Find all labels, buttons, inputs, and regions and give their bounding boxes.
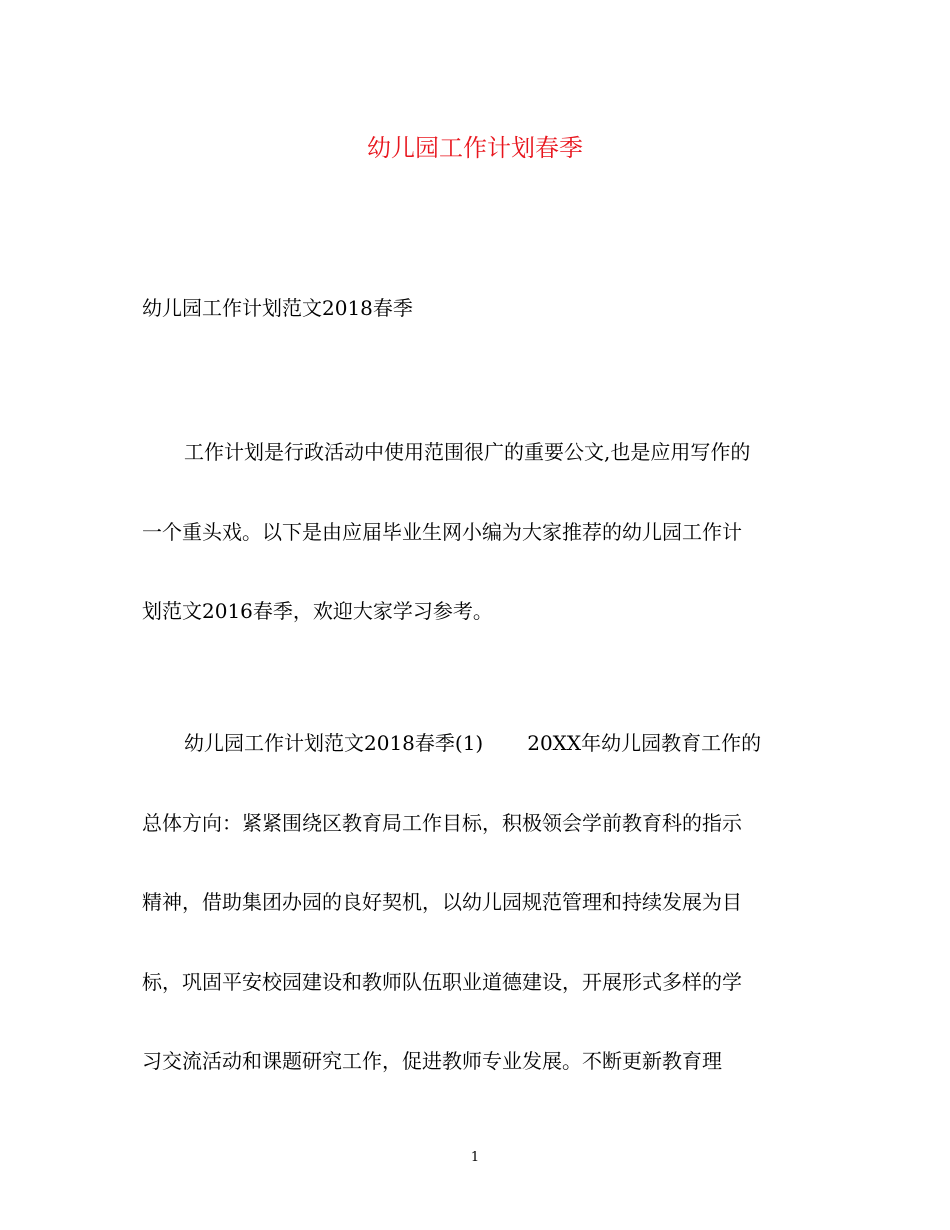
paragraph-line: 总体方向：紧紧围绕区教育局工作目标，积极领会学前教育科的指示 [142, 810, 742, 835]
page-number: 1 [470, 1150, 480, 1165]
paragraph-line: 划范文2016春季，欢迎大家学习参考。 [142, 599, 493, 623]
document-subtitle: 幼儿园工作计划范文2018春季 [142, 296, 413, 320]
paragraph-first-line [142, 725, 804, 761]
section-heading: 幼儿园工作计划范文2018春季(1) [184, 731, 484, 755]
paragraph-line-rest: 20XX年幼儿园教育工作的 [527, 731, 762, 755]
paragraph-line: 精神，借助集团办园的良好契机，以幼儿园规范管理和持续发展为目 [142, 890, 742, 914]
plan-paragraph [142, 725, 804, 1079]
intro-paragraph [142, 434, 804, 629]
paragraph-line: 一个重头戏。以下是由应届毕业生网小编为大家推荐的幼儿园工作计 [142, 519, 742, 544]
paragraph-line: 工作计划是行政活动中使用范围很广的重要公文,也是应用写作的 [184, 440, 751, 464]
document-title: 幼儿园工作计划春季 [367, 134, 583, 162]
paragraph-line: 习交流活动和课题研究工作，促进教师专业发展。不断更新教育理 [142, 1049, 722, 1073]
paragraph-line: 标，巩固平安校园建设和教师队伍职业道德建设，开展形式多样的学 [142, 969, 742, 994]
